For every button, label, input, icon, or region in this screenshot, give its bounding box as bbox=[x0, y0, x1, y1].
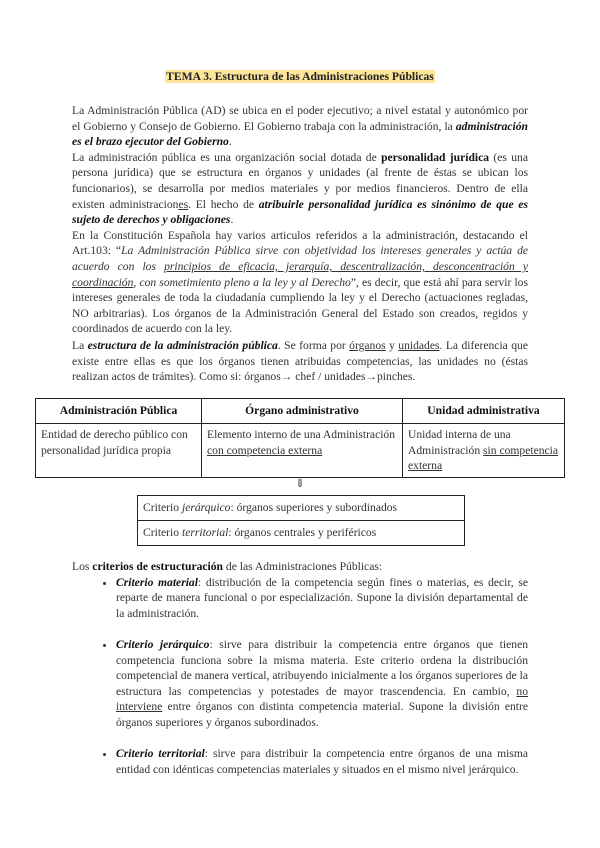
cell-territorial: Criterio territorial: órganos centrales y periféricos bbox=[138, 521, 465, 546]
paragraph-personalidad-juridica: La administración pública es una organización social dotada de personalidad jurídica (es una persona jurídica) que se estructura en órganos y unidades (al frente de éstas se ubican los funcionarios), se desarrolla por medios materiales y por medios financieros. Dentro de ella existen administraciones. El hecho de atribuirle personalidad jurídica es sinónimo de que es sujeto de derechos y obligaciones. bbox=[72, 150, 529, 227]
header-organo: Órgano administrativo bbox=[202, 399, 403, 424]
table-row bbox=[138, 496, 465, 521]
header-administracion: Administración Pública bbox=[36, 399, 202, 424]
cell-unidad: Unidad interna de una Administración sin competencia externa bbox=[403, 424, 565, 478]
paragraph-estructura: La estructura de la administración pública. Se forma por órganos y unidades. La diferencia que existe entre ellas es que los órganos tienen atribuidas competencias, las unidades no (éstas realizan actos de trámites). Como si: órganos→ chef / unidades→pinches. bbox=[72, 339, 528, 384]
table-row bbox=[138, 521, 465, 546]
table-header-row bbox=[36, 399, 565, 424]
list-item-material: • Criterio material: distribución de la competencia según fines o materias, es decir, se reparte de manera funcional o por especialización. Supone la división departamental de la administración. bbox=[116, 575, 528, 622]
paragraph-poder-ejecutivo: La Administración Pública (AD) se ubica en el poder ejecutivo; a nivel estatal y autonómico por el Gobierno y Consejo de Gobierno. El Gobierno trabaja con la administración, la administración es el brazo ejecutor del Gobierno. bbox=[72, 104, 528, 149]
list-item-jerarquico: • Criterio jerárquico: sirve para distribuir la competencia entre órganos que tienen competencia funciona sobre la misma materia. Este criterio ordena la distribución competencial de manera vertical, atribuyendo inicialmente a los órganos superiores de la estructura las competencias y potestades de mayor trascendencia. En cambio, no interviene entre órganos con distinta competencia material. Supone la división entre órganos superiores y órganos subordinados. bbox=[116, 637, 528, 731]
criterios-intro: Los criterios de estructuración de las Administraciones Públicas: bbox=[72, 560, 383, 573]
cell-jerarquico: Criterio jerárquico: órganos superiores y subordinados bbox=[138, 496, 465, 521]
cell-administracion: Entidad de derecho público con personalidad jurídica propia bbox=[36, 424, 202, 478]
comparison-table bbox=[35, 398, 565, 478]
down-arrow-icon: ⇓ bbox=[295, 477, 305, 490]
cell-organo: Elemento interno de una Administración con competencia externa bbox=[202, 424, 403, 478]
header-unidad: Unidad administrativa bbox=[403, 399, 565, 424]
paragraph-constitucion: En la Constitución Española hay varios articulos referidos a la administración, destacando el Art.103: “La Administración Pública sirve con objetividad los intereses generales y actúa de acuerdo con los principios de eficacia, jerarquía, descentralización, desconcentración y coordinación, con sometimiento pleno a la ley y al Derecho”, es decir, que está ahí para servir los intereses generales de toda la ciudadanía cumpliendo la ley y el Derecho (actuaciones regladas, NO arbitrarias). Los órganos de la Administración General del Estado son creados, regidos y coordinados de acuerdo con la ley. bbox=[72, 228, 529, 336]
document-title: TEMA 3. Estructura de las Administraciones Públicas bbox=[166, 70, 434, 83]
criterios-list bbox=[72, 575, 528, 778]
criterios-section bbox=[72, 559, 528, 793]
list-item-territorial: • Criterio territorial: sirve para distribuir la competencia entre órganos de una misma entidad con idénticas competencias materiales y situados en el mismo nivel jerárquico. bbox=[116, 746, 528, 777]
intro-section bbox=[72, 103, 528, 337]
criteria-table bbox=[137, 495, 465, 546]
table-row bbox=[36, 424, 565, 478]
